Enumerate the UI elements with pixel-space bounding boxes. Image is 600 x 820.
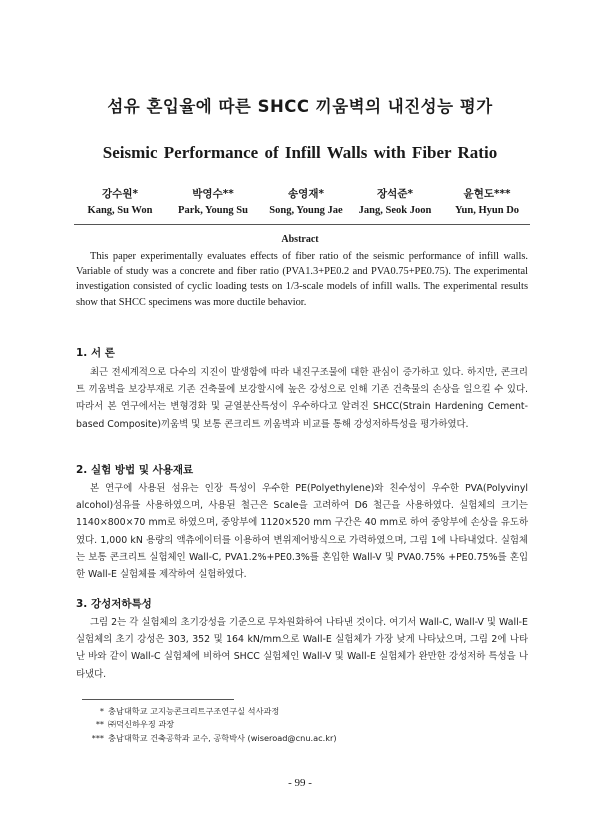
author-name-en: Jang, Seok Joon (358, 205, 432, 216)
author-name-ko: 윤현도*** (463, 188, 511, 200)
author (167, 186, 259, 216)
author-name-en: Kang, Su Won (87, 205, 153, 216)
page-number: - 99 - (288, 777, 312, 789)
footnote-text: ㈜덕신하우징 과장 (108, 719, 175, 730)
author-name-ko: 박영수** (192, 188, 234, 200)
section-heading: 3. 강성저하특성 (76, 598, 152, 610)
abstract-heading: Abstract (281, 234, 319, 245)
footnotes (80, 705, 520, 745)
section-body: 본 연구에 사용된 섬유는 인장 특성이 우수한 PE(Polyethylene)와 친수성이 우수한 PVA(Polyvinyl alcohol)섬유를 사용하였으며, 사용된 철근은 Scale을 고려하여 D6 철근을 사용하였다. 실험체의 크기는 1140×800×70 mm로 하였으며, 중앙부에 1120×520 mm 구간은 40 mm로 하여 중앙부에 손상을 유도하였다. 1,000 kN 용량의 액츄에이터를 이용하여 변위제어방식으로 가력하였으며, 그림 1에 나타내었다. 실험체는 보통 콘크리트 실험체인 Wall-C, PVA1.2%+PE0.3%를 혼입한 Wall-V 및 PVA0.75% +PE0.75%를 혼입한 Wall-E 실험체를 제작하여 실험하였다. (76, 483, 528, 581)
footnote (80, 705, 520, 718)
section-heading: 1. 서 론 (76, 347, 115, 359)
author-name-en: Park, Young Su (178, 205, 248, 216)
author-name-ko: 장석준* (377, 188, 413, 200)
author (260, 186, 352, 216)
footnote (80, 732, 520, 745)
english-title: Seismic Performance of Infill Walls with Fiber Ratio (102, 143, 498, 162)
footnote-mark: *** (91, 732, 104, 743)
author-list (74, 186, 530, 216)
section-body: 그림 2는 각 실험체의 초기강성을 기준으로 무차원화하여 나타낸 것이다. 여기서 Wall-C, Wall-V 및 Wall-E 실험체의 초기 강성은 303, 352 및 164 kN/mm으로 Wall-E 실험체가 가장 낮게 나타났으며, 그림 2에 나타난 바와 같이 Wall-C 실험체에 비하여 SHCC 실험체인 Wall-V 및 Wall-E 실험체가 완만한 강성저하 특성을 나타냈다. (76, 617, 528, 680)
abstract-body: This paper experimentally evaluates effects of fiber ratio of the seismic performance of infill walls. Variable of study was a concrete and fiber ratio (PVA1.3+PE0.2 and PVA0.75+PE0.75). The experimental investigation consisted of cyclic loading tests on 1/3-scale models of infill walls. The experimental results show that SHCC specimens was more ductile behavior. (76, 251, 528, 308)
section-body: 최근 전세계적으로 다수의 지진이 발생함에 따라 내진구조물에 대한 관심이 증가하고 있다. 하지만, 콘크리트 끼움벽을 보강부재로 기존 건축물에 보강할시에 높은 강성으로 인해 기존 건축물의 손상을 일으킬 수 있다. 따라서 본 연구에서는 변형경화 및 균열분산특성이 우수하다고 알려진 SHCC(Strain Hardening Cement-based Composite)끼움벽 및 보통 콘크리트 끼움벽과 비교를 통해 강성저하특성을 평가하였다. (76, 367, 528, 430)
author (349, 186, 441, 216)
footnote-text: 충남대학교 건축공학과 교수, 공학박사 (wiseroad@cnu.ac.kr) (108, 732, 337, 743)
header-divider (74, 224, 530, 225)
korean-title: 섬유 혼입율에 따른 SHCC 끼움벽의 내진성능 평가 (107, 97, 493, 116)
author-name-en: Song, Young Jae (269, 205, 343, 216)
footnote-mark: ** (95, 719, 104, 730)
author (441, 186, 533, 216)
footnote-mark: * (99, 706, 104, 716)
author-name-en: Yun, Hyun Do (454, 205, 520, 216)
author-name-ko: 송영재* (288, 188, 324, 200)
footnote-divider (82, 699, 234, 700)
author-name-ko: 강수원* (102, 188, 138, 200)
author (74, 186, 166, 216)
footnote (80, 718, 520, 731)
footnote-text: 충남대학교 고지능콘크리트구조연구실 석사과정 (108, 706, 280, 716)
section-heading: 2. 실험 방법 및 사용재료 (76, 464, 194, 476)
